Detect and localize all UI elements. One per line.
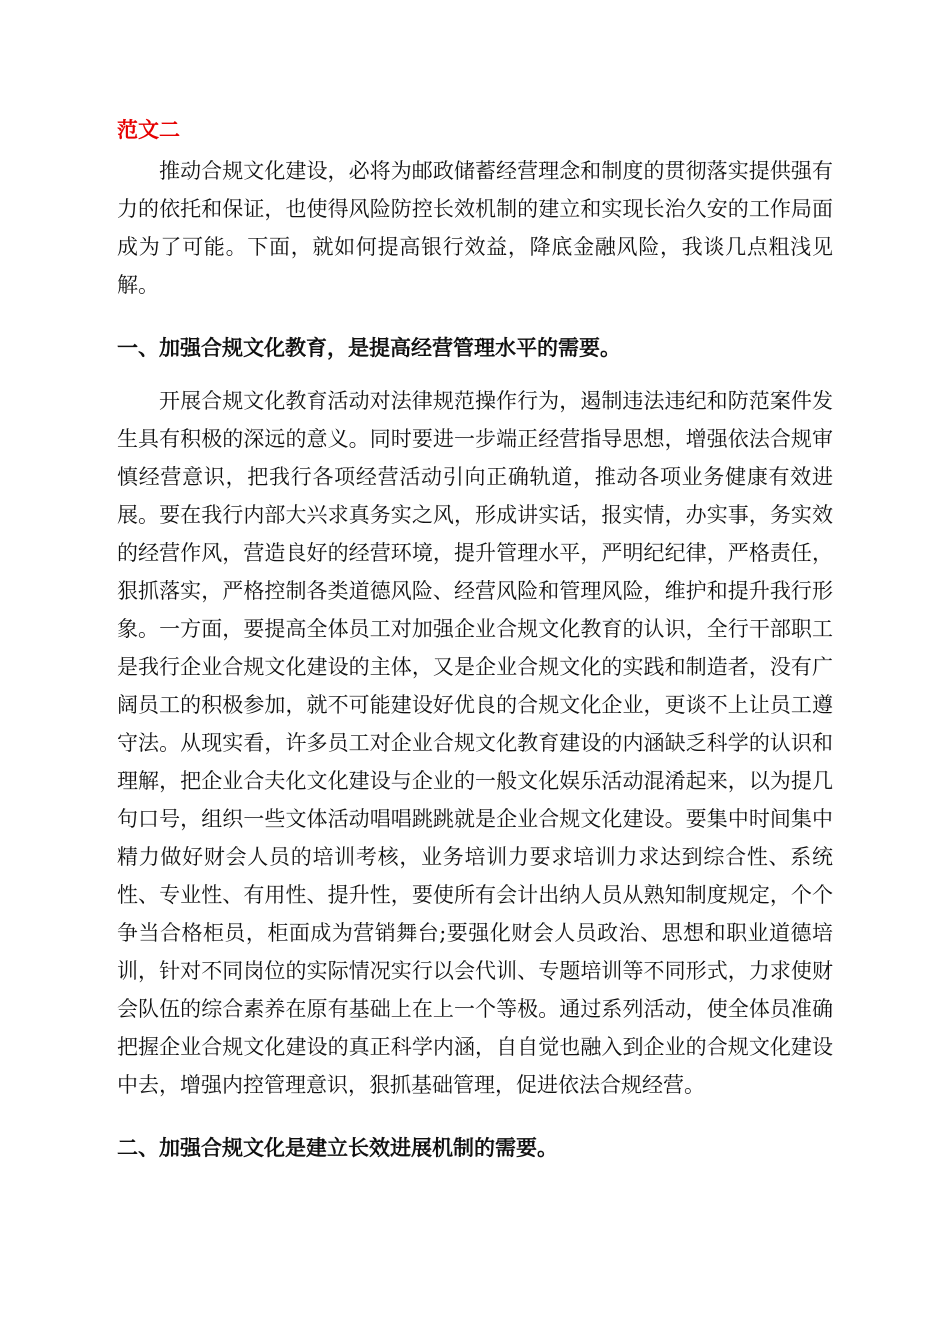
sample-label: 范文二 bbox=[117, 118, 180, 142]
section-1-heading: 一、加强合规文化教育，是提高经营管理水平的需要。 bbox=[117, 336, 621, 360]
section-2-heading: 二、加强合规文化是建立长效进展机制的需要。 bbox=[117, 1136, 558, 1160]
intro-paragraph: 推动合规文化建设，必将为邮政储蓄经营理念和制度的贯彻落实提供强有力的依托和保证，也使得风险防控长效机制的建立和实现长治久安的工作局面成为了可能。下面，就如何提高银行效益，降底金融风险，我谈几点粗浅见解。 bbox=[117, 159, 833, 297]
spacer bbox=[117, 304, 833, 329]
document-body bbox=[117, 112, 833, 1167]
section-1-paragraph: 开展合规文化教育活动对法律规范操作行为，遏制违法违纪和防范案件发生具有积极的深远的意义。同时要进一步端正经营指导思想，增强依法合规审慎经营意识，把我行各项经营活动引向正确轨道，推动各项业务健康有效进展。要在我行内部大兴求真务实之风，形成讲实话，报实情，办实事，务实效的经营作风，营造良好的经营环境，提升管理水平，严明纪纪律，严格责任，狠抓落实，严格控制各类道德风险、经营风险和管理风险，维护和提升我行形象。一方面，要提高全体员工对加强企业合规文化教育的认识，全行干部职工是我行企业合规文化建设的主体，又是企业合规文化的实践和制造者，没有广阔员工的积极参加，就不可能建设好优良的合规文化企业，更谈不上让员工遵守法。从现实看，许多员工对企业合规文化教育建设的内涵缺乏科学的认识和理解，把企业合夫化文化建设与企业的一般文化娱乐活动混淆起来，以为提几句口号，组织一些文体活动唱唱跳跳就是企业合规文化建设。要集中时间集中精力做好财会人员的培训考核，业务培训力要求培训力求达到综合性、系统性、专业性、有用性、提升性，要使所有会计出纳人员从熟知制度规定，个个争当合格柜员，柜面成为营销舞台;要强化财会人员政治、思想和职业道德培训，针对不同岗位的实际情况实行以会代训、专题培训等不同形式，力求使财会队伍的综合素养在原有基础上在上一个等极。通过系列活动，使全体员准确把握企业合规文化建设的真正科学内涵，自自觉也融入到企业的合规文化建设中去，增强内控管理意识，狠抓基础管理，促进依法合规经营。 bbox=[117, 389, 833, 1097]
spacer bbox=[117, 367, 833, 382]
spacer bbox=[117, 1104, 833, 1129]
